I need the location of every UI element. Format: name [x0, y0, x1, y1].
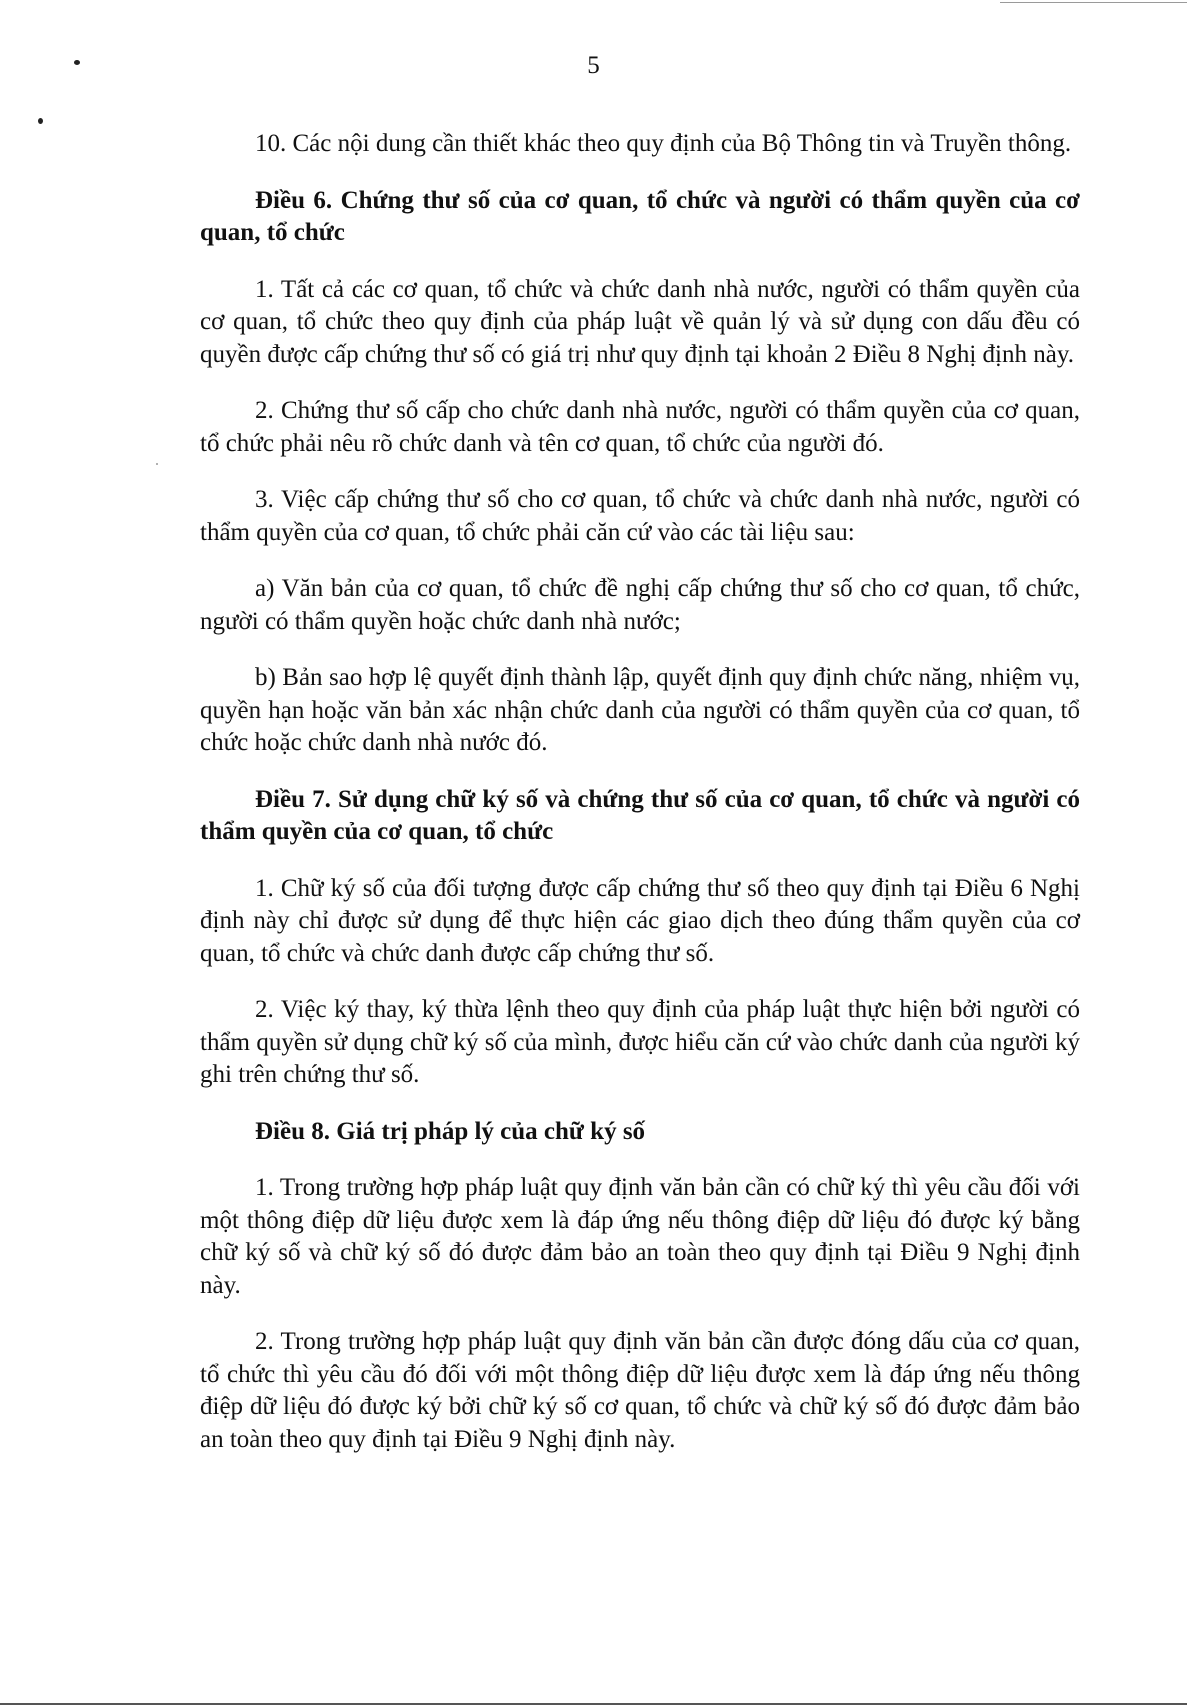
- scan-speck: [38, 118, 43, 124]
- article-6-clause-1: 1. Tất cả các cơ quan, tổ chức và chức danh nhà nước, người có thẩm quyền của cơ quan, tổ chức theo quy định của pháp luật về quản lý và sử dụng con dấu đều có quyền được cấp chứng thư số có giá trị như quy định tại khoản 2 Điều 8 Nghị định này.: [200, 275, 1080, 368]
- article-6-clause-2: 2. Chứng thư số cấp cho chức danh nhà nước, người có thẩm quyền của cơ quan, tổ chức phải nêu rõ chức danh và tên cơ quan, tổ chức của người đó.: [200, 397, 1080, 457]
- article-6-clause-3a: a) Văn bản của cơ quan, tổ chức đề nghị cấp chứng thư số cho cơ quan, tổ chức, người có thẩm quyền hoặc chức danh nhà nước;: [200, 575, 1080, 635]
- article-7-clause-1: 1. Chữ ký số của đối tượng được cấp chứng thư số theo quy định tại Điều 6 Nghị định này chỉ được sử dụng để thực hiện các giao dịch theo đúng thẩm quyền của cơ quan, tổ chức và chức danh được cấp chứng thư số.: [200, 874, 1080, 967]
- scan-edge-top: [1000, 2, 1187, 3]
- article-6-clause-3: 3. Việc cấp chứng thư số cho cơ quan, tổ chức và chức danh nhà nước, người có thẩm quyền của cơ quan, tổ chức phải căn cứ vào các tài liệu sau:: [200, 486, 1080, 546]
- article-7-clause-2: 2. Việc ký thay, ký thừa lệnh theo quy định của pháp luật thực hiện bởi người có thẩm quyền sử dụng chữ ký số của mình, được hiểu căn cứ vào chức danh của người ký ghi trên chứng thư số.: [200, 996, 1080, 1088]
- document-body: [200, 128, 1080, 1480]
- article-8-heading: Điều 8. Giá trị pháp lý của chữ ký số: [255, 1117, 646, 1145]
- scan-edge-bottom: [0, 1703, 1187, 1705]
- article-8-clause-2: 2. Trong trường hợp pháp luật quy định văn bản cần được đóng dấu của cơ quan, tổ chức thì yêu cầu đó đối với một thông điệp dữ liệu được xem là đáp ứng nếu thông điệp dữ liệu đó được ký bởi chữ ký số cơ quan, tổ chức và chữ ký số đó được đảm bảo an toàn theo quy định tại Điều 9 Nghị định này.: [200, 1328, 1080, 1453]
- paragraph-item-10: 10. Các nội dung cần thiết khác theo quy định của Bộ Thông tin và Truyền thông.: [255, 130, 1072, 157]
- scan-speck: [156, 463, 158, 465]
- article-8-clause-1: 1. Trong trường hợp pháp luật quy định văn bản cần có chữ ký thì yêu cầu đối với một thông điệp dữ liệu được xem là đáp ứng nếu thông điệp dữ liệu đó được ký bằng chữ ký số và chữ ký số đó được đảm bảo an toàn theo quy định tại Điều 9 Nghị định này.: [200, 1174, 1080, 1299]
- article-6-heading: Điều 6. Chứng thư số của cơ quan, tổ chức và người có thẩm quyền của cơ quan, tổ chức: [200, 186, 1080, 246]
- article-6-clause-3b: b) Bản sao hợp lệ quyết định thành lập, quyết định quy định chức năng, nhiệm vụ, quyền hạn hoặc văn bản xác nhận chức danh của người có thẩm quyền của cơ quan, tổ chức hoặc chức danh nhà nước đó.: [200, 664, 1080, 756]
- article-7-heading: Điều 7. Sử dụng chữ ký số và chứng thư số của cơ quan, tổ chức và người có thẩm quyền của cơ quan, tổ chức: [200, 785, 1080, 845]
- page-number: 5: [587, 52, 600, 79]
